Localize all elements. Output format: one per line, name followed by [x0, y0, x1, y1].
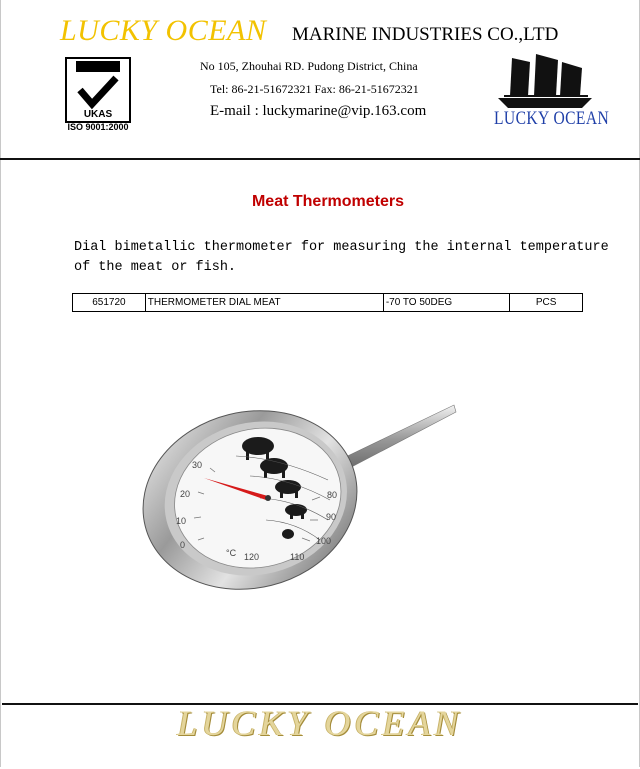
dial-tick: 80 — [327, 490, 338, 500]
dial-tick: 110 — [290, 552, 305, 562]
dial-tick: 90 — [326, 512, 337, 522]
product-description: Dial bimetallic thermometer for measuring the internal temperature of the meat or fish. — [74, 240, 609, 275]
company-email: E-mail : luckymarine@vip.163.com — [210, 103, 427, 119]
dial-unit: °C — [226, 548, 237, 558]
footer-brand: LUCKY OCEAN — [177, 703, 463, 743]
ship-logo-text: LUCKY OCEAN — [494, 108, 610, 129]
dial-tick: 20 — [180, 489, 191, 499]
product-unit: PCS — [510, 294, 583, 312]
table-row — [73, 294, 583, 312]
product-name: THERMOMETER DIAL MEAT — [145, 294, 383, 312]
product-code: 651720 — [73, 294, 146, 312]
brand-name: LUCKY OCEAN — [60, 14, 267, 47]
ukas-logo-text: UKAS — [83, 109, 113, 120]
dial-tick: 30 — [192, 460, 203, 470]
page-title-text: Meat Thermometers — [251, 193, 405, 210]
iso-label: ISO 9001:2000 — [67, 122, 129, 132]
company-name: MARINE INDUSTRIES CO.,LTD — [292, 24, 559, 45]
product-table — [72, 293, 583, 312]
dial-tick: 120 — [244, 552, 260, 562]
dial-tick: 10 — [176, 516, 187, 526]
header-divider — [0, 158, 640, 160]
dial-tick: 0 — [180, 540, 186, 550]
company-address: No 105, Zhouhai RD. Pudong District, China — [200, 59, 418, 73]
dial-tick: 100 — [316, 536, 332, 546]
thermometer-photo — [140, 400, 460, 600]
page-title — [0, 193, 640, 211]
company-phone: Tel: 86-21-51672321 Fax: 86-21-51672321 — [210, 82, 419, 96]
product-range: -70 TO 50DEG — [383, 294, 509, 312]
